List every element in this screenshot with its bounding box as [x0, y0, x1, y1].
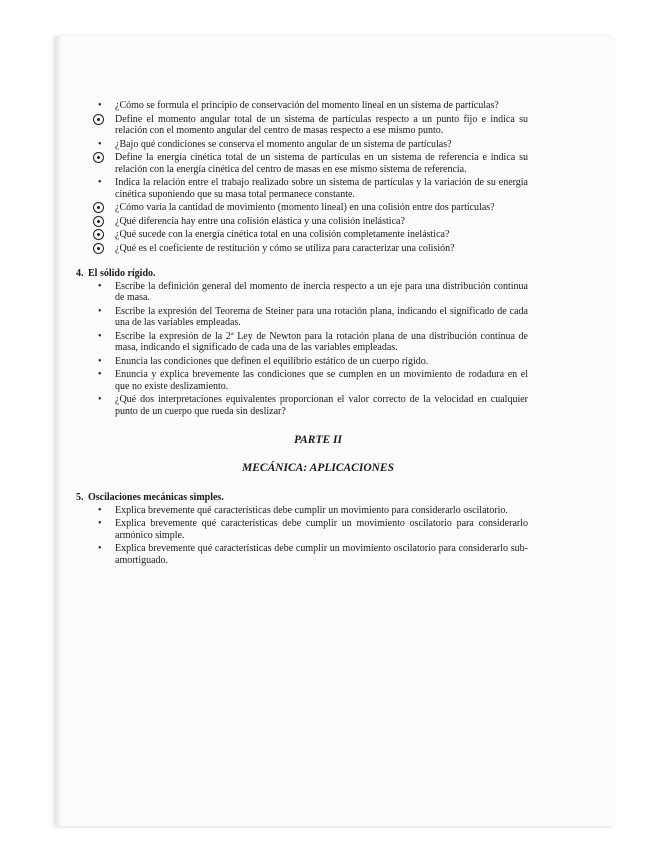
page-content [76, 100, 528, 568]
bullet-icon: • [98, 177, 102, 188]
bullet-icon: • [98, 138, 102, 150]
part-subtitle: MECÁNICA: APLICACIONES [242, 461, 394, 474]
list-item: • Enuncia las condiciones que definen el equilibrio estático de un cuerpo rígido. [98, 355, 429, 367]
section-heading [76, 268, 528, 280]
list-item: ¿Cómo varía la cantidad de movimiento (momento lineal) en una colisión entre dos partículas? [88, 202, 528, 214]
bullet-icon: • [98, 369, 102, 380]
part-title: PARTE II [293, 434, 343, 446]
list-item: Define la energía cinética total de un sistema de partículas en un sistema de referencia e indica su relación con la energía cinética del centro de masas en ese mismo sistema de referencia. [88, 152, 528, 175]
section-number: 5. [76, 492, 84, 503]
circled-mark-icon [93, 229, 104, 240]
list-item: • ¿Bajo qué condiciones se conserva el momento angular de un sistema de partículas? [98, 138, 452, 150]
bullet-icon: • [98, 330, 102, 342]
section-number: 4. [76, 268, 84, 279]
circled-mark-icon [93, 114, 104, 125]
section-title: Oscilaciones mecánicas simples. [88, 492, 224, 503]
section-5 [76, 492, 528, 566]
list-item: ¿Qué es el coeficiente de restitución y cómo se utiliza para caracterizar una colisión? [88, 243, 528, 255]
section-title: El sólido rígido. [88, 268, 156, 279]
bullet-icon: • [98, 543, 102, 554]
list-item: • Indica la relación entre el trabajo realizado sobre un sistema de partículas y la variación de su energía cinética suponiendo que su masa total permanece constante. [98, 177, 528, 200]
list-item: • ¿Cómo se formula el principio de conservación del momento lineal en un sistema de partículas? [98, 100, 499, 111]
list-item: ¿Qué sucede con la energía cinética total en una colisión completamente inelástica? [88, 229, 528, 241]
section-4 [76, 268, 528, 417]
list-item: • Escribe la expresión del Teorema de Steiner para una rotación plana, indicando el significado de cada una de las variables empleadas. [98, 305, 528, 328]
bullet-icon: • [98, 355, 102, 367]
circled-mark-icon [93, 202, 104, 213]
bullet-icon: • [98, 100, 102, 111]
question-list-top [88, 100, 528, 254]
section-heading [76, 492, 528, 504]
section-4-list [88, 281, 528, 418]
section-5-list [88, 505, 528, 567]
list-item: • Enuncia y explica brevemente las condiciones que se cumplen en un movimiento de rodadura en el que no existe deslizamiento. [98, 369, 528, 392]
circled-mark-icon [93, 243, 104, 254]
circled-mark-icon [93, 152, 104, 163]
list-item: • Explica brevemente qué características debe cumplir un movimiento para considerarlo oscilatorio. [98, 504, 508, 516]
bullet-icon: • [98, 504, 102, 516]
list-item: • Explica brevemente qué características debe cumplir un movimiento oscilatorio para considerarlo sub-amortiguado. [98, 543, 528, 566]
circled-mark-icon [93, 216, 104, 227]
list-item: ¿Qué diferencia hay entre una colisión elástica y una colisión inelástica? [88, 216, 528, 228]
bullet-icon: • [98, 305, 102, 317]
bullet-icon: • [98, 280, 102, 292]
bullet-icon: • [98, 518, 102, 529]
bullet-icon: • [98, 394, 102, 405]
list-item: • Escribe la definición general del momento de inercia respecto a un eje para una distribución continua de masa. [98, 280, 528, 303]
list-item: • ¿Qué dos interpretaciones equivalentes proporcionan el valor correcto de la velocidad en cualquier punto de un cuerpo que rueda sin deslizar? [98, 394, 528, 417]
list-item: • Explica brevemente qué características debe cumplir un movimiento oscilatorio para considerarlo armónico simple. [98, 518, 528, 541]
list-item: • Escribe la expresión de la 2ª Ley de Newton para la rotación plana de una distribución continua de masa, indicando el significado de cada una de las variables empleadas. [98, 330, 528, 353]
list-item: Define el momento angular total de un sistema de partículas respecto a un punto fijo e indica su relación con el momento angular del centro de masas respecto a ese mismo punto. [88, 114, 528, 137]
